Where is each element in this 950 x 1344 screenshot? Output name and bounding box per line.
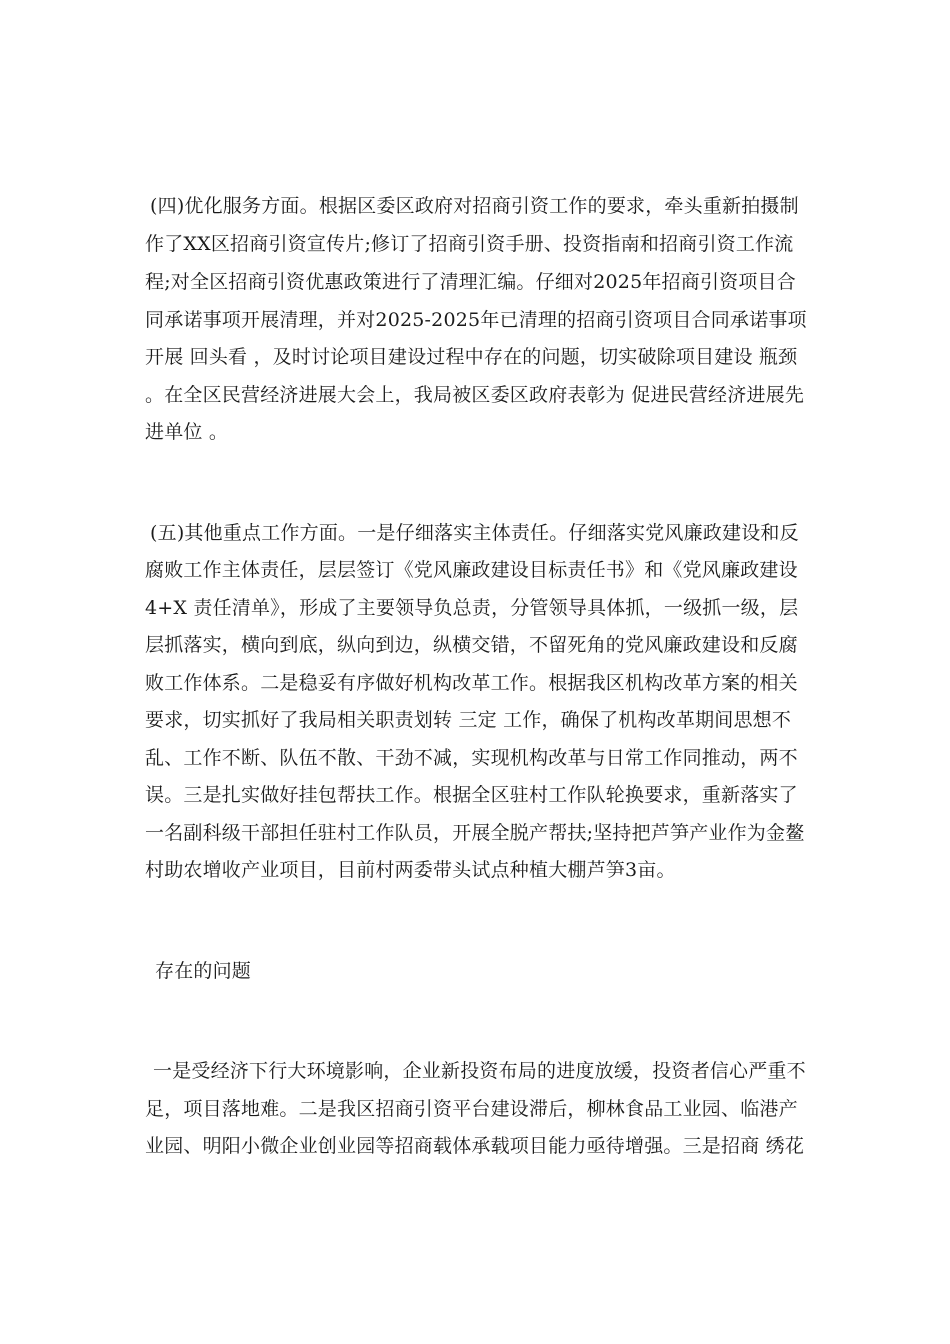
text-line: 同承诺事项开展清理，并对2025-2025年已清理的招商引资项目合同承诺事项 — [145, 309, 807, 331]
section-heading: 存在的问题 — [155, 960, 252, 982]
text-line: 一名副科级干部担任驻村工作队员，开展全脱产帮扶;坚持把芦笋产业作为金鳌 — [145, 822, 805, 844]
text-line: (四)优化服务方面。根据区委区政府对招商引资工作的要求，牵头重新拍摄制 — [150, 195, 799, 217]
text-line: 一是受经济下行大环境影响，企业新投资布局的进度放缓，投资者信心严重不 — [153, 1060, 806, 1082]
text-line: (五)其他重点工作方面。一是仔细落实主体责任。仔细落实党风廉政建设和反 — [150, 522, 799, 544]
text-line: 误。三是扎实做好挂包帮扶工作。根据全区驻村工作队轮换要求，重新落实了 — [145, 784, 798, 806]
text-line: 乱、工作不断、队伍不散、干劲不减，实现机构改革与日常工作同推动，两不 — [145, 747, 798, 769]
text-line: 足，项目落地难。二是我区招商引资平台建设滞后，柳林食品工业园、临港产 — [145, 1098, 798, 1120]
text-line: 进单位 。 — [145, 421, 229, 443]
text-line: 腐败工作主体责任，层层签订《党风廉政建设目标责任书》和《党风廉政建设 — [145, 559, 798, 581]
text-line: 要求，切实抓好了我局相关职责划转 三定 工作，确保了机构改革期间思想不 — [145, 709, 792, 731]
text-line: 4+X 责任清单》，形成了主要领导负总责，分管领导具体抓，一级抓一级，层 — [145, 597, 799, 619]
text-line: 败工作体系。二是稳妥有序做好机构改革工作。根据我区机构改革方案的相关 — [145, 672, 798, 694]
text-line: 程;对全区招商引资优惠政策进行了清理汇编。仔细对2025年招商引资项目合 — [145, 271, 796, 293]
text-line: 作了XX区招商引资宣传片;修订了招商引资手册、投资指南和招商引资工作流 — [145, 233, 794, 255]
text-line: 层抓落实，横向到底，纵向到边，纵横交错，不留死角的党风廉政建设和反腐 — [145, 634, 798, 656]
text-line: 村助农增收产业项目，目前村两委带头试点种植大棚芦笋3亩。 — [145, 859, 676, 881]
text-line: 。在全区民营经济进展大会上，我局被区委区政府表彰为 促进民营经济进展先 — [145, 384, 805, 406]
text-line: 开展 回头看 ，及时讨论项目建设过程中存在的问题，切实破除项目建设 瓶颈 — [145, 346, 798, 368]
text-line: 业园、明阳小微企业创业园等招商载体承载项目能力亟待增强。三是招商 绣花 — [145, 1135, 805, 1157]
